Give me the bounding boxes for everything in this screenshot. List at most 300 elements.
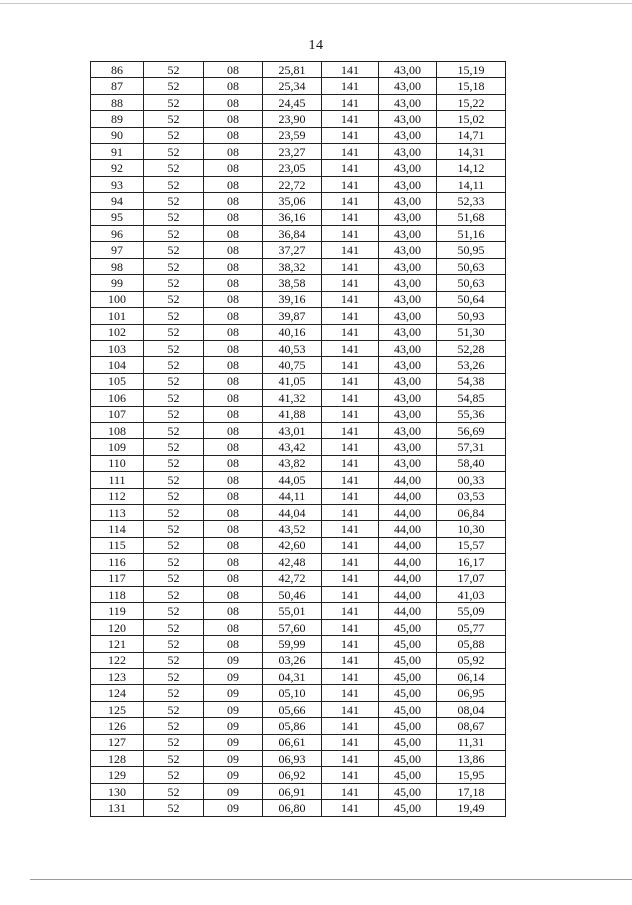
lat-degrees-cell: 52	[144, 242, 204, 258]
lat-degrees-cell: 52	[144, 373, 204, 389]
lat-degrees-cell: 52	[144, 767, 204, 783]
lat-seconds-cell: 25,34	[263, 78, 322, 94]
lon-minutes-cell: 43,00	[379, 111, 437, 127]
lon-degrees-cell: 141	[322, 422, 379, 438]
lat-minutes-cell: 08	[204, 340, 263, 356]
table-row	[91, 160, 506, 176]
lon-minutes-cell: 43,00	[379, 275, 437, 291]
lat-seconds-cell: 04,31	[263, 669, 322, 685]
table-row	[91, 603, 506, 619]
point-number-cell: 94	[91, 193, 144, 209]
lat-minutes-cell: 08	[204, 488, 263, 504]
lon-seconds-cell: 51,68	[437, 209, 506, 225]
page-number: 14	[308, 38, 324, 53]
lon-minutes-cell: 45,00	[379, 636, 437, 652]
lon-seconds-cell: 11,31	[437, 734, 506, 750]
lat-minutes-cell: 09	[204, 734, 263, 750]
lon-seconds-cell: 08,67	[437, 718, 506, 734]
lat-degrees-cell: 52	[144, 111, 204, 127]
lat-degrees-cell: 52	[144, 504, 204, 520]
point-number-cell: 117	[91, 570, 144, 586]
lon-minutes-cell: 43,00	[379, 193, 437, 209]
lat-degrees-cell: 52	[144, 619, 204, 635]
lat-degrees-cell: 52	[144, 455, 204, 471]
lon-seconds-cell: 15,57	[437, 537, 506, 553]
lat-degrees-cell: 52	[144, 554, 204, 570]
lat-seconds-cell: 43,82	[263, 455, 322, 471]
lat-minutes-cell: 08	[204, 390, 263, 406]
table-row	[91, 521, 506, 537]
lon-seconds-cell: 08,04	[437, 701, 506, 717]
lon-seconds-cell: 15,18	[437, 78, 506, 94]
lat-minutes-cell: 08	[204, 554, 263, 570]
point-number-cell: 113	[91, 504, 144, 520]
lat-seconds-cell: 06,92	[263, 767, 322, 783]
table-row	[91, 570, 506, 586]
lat-minutes-cell: 08	[204, 94, 263, 110]
lon-degrees-cell: 141	[322, 554, 379, 570]
lon-seconds-cell: 41,03	[437, 587, 506, 603]
table-row	[91, 718, 506, 734]
lat-minutes-cell: 08	[204, 504, 263, 520]
lon-minutes-cell: 44,00	[379, 554, 437, 570]
lat-seconds-cell: 44,04	[263, 504, 322, 520]
lat-minutes-cell: 08	[204, 193, 263, 209]
point-number-cell: 89	[91, 111, 144, 127]
lat-degrees-cell: 52	[144, 422, 204, 438]
lon-degrees-cell: 141	[322, 619, 379, 635]
point-number-cell: 108	[91, 422, 144, 438]
table-row	[91, 390, 506, 406]
lat-degrees-cell: 52	[144, 472, 204, 488]
scan-edge-top	[0, 3, 632, 4]
lon-degrees-cell: 141	[322, 406, 379, 422]
lon-degrees-cell: 141	[322, 94, 379, 110]
lat-seconds-cell: 43,01	[263, 422, 322, 438]
lat-minutes-cell: 09	[204, 767, 263, 783]
lat-seconds-cell: 39,16	[263, 291, 322, 307]
lat-seconds-cell: 41,88	[263, 406, 322, 422]
lon-minutes-cell: 43,00	[379, 127, 437, 143]
lon-seconds-cell: 14,31	[437, 144, 506, 160]
lon-degrees-cell: 141	[322, 308, 379, 324]
lat-seconds-cell: 41,32	[263, 390, 322, 406]
lon-minutes-cell: 43,00	[379, 176, 437, 192]
point-number-cell: 87	[91, 78, 144, 94]
lat-seconds-cell: 59,99	[263, 636, 322, 652]
lon-seconds-cell: 16,17	[437, 554, 506, 570]
lon-seconds-cell: 52,33	[437, 193, 506, 209]
lon-seconds-cell: 54,85	[437, 390, 506, 406]
lat-seconds-cell: 35,06	[263, 193, 322, 209]
lon-seconds-cell: 06,14	[437, 669, 506, 685]
lon-seconds-cell: 51,16	[437, 226, 506, 242]
lat-minutes-cell: 08	[204, 258, 263, 274]
lon-seconds-cell: 50,93	[437, 308, 506, 324]
point-number-cell: 131	[91, 800, 144, 816]
point-number-cell: 92	[91, 160, 144, 176]
lon-minutes-cell: 44,00	[379, 570, 437, 586]
lon-degrees-cell: 141	[322, 78, 379, 94]
table-row	[91, 587, 506, 603]
lon-minutes-cell: 44,00	[379, 472, 437, 488]
lon-seconds-cell: 13,86	[437, 751, 506, 767]
lat-degrees-cell: 52	[144, 406, 204, 422]
lon-seconds-cell: 51,30	[437, 324, 506, 340]
lat-degrees-cell: 52	[144, 636, 204, 652]
lat-degrees-cell: 52	[144, 669, 204, 685]
lon-minutes-cell: 43,00	[379, 160, 437, 176]
point-number-cell: 105	[91, 373, 144, 389]
point-number-cell: 127	[91, 734, 144, 750]
point-number-cell: 97	[91, 242, 144, 258]
lat-minutes-cell: 09	[204, 751, 263, 767]
lat-degrees-cell: 52	[144, 701, 204, 717]
lon-seconds-cell: 53,26	[437, 357, 506, 373]
table-row	[91, 783, 506, 799]
table-row	[91, 800, 506, 816]
lon-seconds-cell: 50,63	[437, 275, 506, 291]
lat-seconds-cell: 57,60	[263, 619, 322, 635]
lon-degrees-cell: 141	[322, 472, 379, 488]
table-row	[91, 226, 506, 242]
lon-minutes-cell: 43,00	[379, 291, 437, 307]
table-row	[91, 193, 506, 209]
lat-minutes-cell: 09	[204, 669, 263, 685]
lon-seconds-cell: 55,09	[437, 603, 506, 619]
point-number-cell: 122	[91, 652, 144, 668]
table-row	[91, 751, 506, 767]
lon-degrees-cell: 141	[322, 62, 379, 78]
lon-minutes-cell: 43,00	[379, 455, 437, 471]
lat-seconds-cell: 05,10	[263, 685, 322, 701]
lat-minutes-cell: 08	[204, 226, 263, 242]
lat-minutes-cell: 08	[204, 144, 263, 160]
point-number-cell: 120	[91, 619, 144, 635]
lon-minutes-cell: 43,00	[379, 406, 437, 422]
lon-minutes-cell: 43,00	[379, 373, 437, 389]
table-row	[91, 144, 506, 160]
table-row	[91, 62, 506, 78]
lat-minutes-cell: 08	[204, 406, 263, 422]
lon-degrees-cell: 141	[322, 242, 379, 258]
point-number-cell: 101	[91, 308, 144, 324]
lon-seconds-cell: 06,95	[437, 685, 506, 701]
lat-minutes-cell: 09	[204, 701, 263, 717]
lon-seconds-cell: 17,18	[437, 783, 506, 799]
lat-seconds-cell: 05,86	[263, 718, 322, 734]
lat-degrees-cell: 52	[144, 685, 204, 701]
lat-seconds-cell: 40,16	[263, 324, 322, 340]
lon-degrees-cell: 141	[322, 603, 379, 619]
table-row	[91, 455, 506, 471]
lon-degrees-cell: 141	[322, 291, 379, 307]
point-number-cell: 98	[91, 258, 144, 274]
point-number-cell: 125	[91, 701, 144, 717]
lat-seconds-cell: 38,32	[263, 258, 322, 274]
table-row	[91, 242, 506, 258]
point-number-cell: 124	[91, 685, 144, 701]
lon-degrees-cell: 141	[322, 209, 379, 225]
lat-minutes-cell: 08	[204, 439, 263, 455]
lon-degrees-cell: 141	[322, 783, 379, 799]
lat-minutes-cell: 09	[204, 783, 263, 799]
lat-minutes-cell: 08	[204, 373, 263, 389]
lon-degrees-cell: 141	[322, 718, 379, 734]
lat-minutes-cell: 08	[204, 275, 263, 291]
lon-seconds-cell: 52,28	[437, 340, 506, 356]
table-row	[91, 636, 506, 652]
lat-minutes-cell: 08	[204, 422, 263, 438]
lon-degrees-cell: 141	[322, 734, 379, 750]
point-number-cell: 86	[91, 62, 144, 78]
table-row	[91, 373, 506, 389]
coordinates-table-body	[91, 62, 506, 817]
point-number-cell: 126	[91, 718, 144, 734]
point-number-cell: 116	[91, 554, 144, 570]
lat-minutes-cell: 09	[204, 685, 263, 701]
lon-minutes-cell: 45,00	[379, 734, 437, 750]
lon-degrees-cell: 141	[322, 800, 379, 816]
lon-degrees-cell: 141	[322, 439, 379, 455]
lon-minutes-cell: 43,00	[379, 62, 437, 78]
coordinates-table	[90, 61, 506, 817]
point-number-cell: 118	[91, 587, 144, 603]
lon-seconds-cell: 03,53	[437, 488, 506, 504]
table-row	[91, 701, 506, 717]
lat-minutes-cell: 08	[204, 357, 263, 373]
lat-degrees-cell: 52	[144, 652, 204, 668]
lat-seconds-cell: 05,66	[263, 701, 322, 717]
lon-degrees-cell: 141	[322, 226, 379, 242]
lat-degrees-cell: 52	[144, 226, 204, 242]
lat-degrees-cell: 52	[144, 308, 204, 324]
lon-degrees-cell: 141	[322, 390, 379, 406]
point-number-cell: 123	[91, 669, 144, 685]
lat-minutes-cell: 08	[204, 78, 263, 94]
table-row	[91, 669, 506, 685]
lon-seconds-cell: 55,36	[437, 406, 506, 422]
lon-minutes-cell: 45,00	[379, 652, 437, 668]
lon-degrees-cell: 141	[322, 193, 379, 209]
lon-degrees-cell: 141	[322, 111, 379, 127]
lon-minutes-cell: 44,00	[379, 603, 437, 619]
lon-degrees-cell: 141	[322, 455, 379, 471]
lat-minutes-cell: 08	[204, 111, 263, 127]
lon-minutes-cell: 43,00	[379, 144, 437, 160]
lat-seconds-cell: 06,61	[263, 734, 322, 750]
point-number-cell: 112	[91, 488, 144, 504]
point-number-cell: 109	[91, 439, 144, 455]
lon-minutes-cell: 44,00	[379, 521, 437, 537]
lat-degrees-cell: 52	[144, 390, 204, 406]
point-number-cell: 129	[91, 767, 144, 783]
lon-minutes-cell: 43,00	[379, 439, 437, 455]
lat-degrees-cell: 52	[144, 783, 204, 799]
table-row	[91, 308, 506, 324]
lat-seconds-cell: 24,45	[263, 94, 322, 110]
table-row	[91, 619, 506, 635]
lat-seconds-cell: 50,46	[263, 587, 322, 603]
table-row	[91, 439, 506, 455]
lon-degrees-cell: 141	[322, 176, 379, 192]
lat-degrees-cell: 52	[144, 62, 204, 78]
lon-degrees-cell: 141	[322, 144, 379, 160]
lat-degrees-cell: 52	[144, 603, 204, 619]
lat-degrees-cell: 52	[144, 521, 204, 537]
point-number-cell: 103	[91, 340, 144, 356]
lon-minutes-cell: 45,00	[379, 718, 437, 734]
point-number-cell: 90	[91, 127, 144, 143]
lat-seconds-cell: 42,48	[263, 554, 322, 570]
lon-seconds-cell: 58,40	[437, 455, 506, 471]
lat-seconds-cell: 23,59	[263, 127, 322, 143]
lon-seconds-cell: 06,84	[437, 504, 506, 520]
lon-degrees-cell: 141	[322, 685, 379, 701]
lon-seconds-cell: 15,19	[437, 62, 506, 78]
lat-seconds-cell: 23,05	[263, 160, 322, 176]
table-row	[91, 176, 506, 192]
point-number-cell: 99	[91, 275, 144, 291]
lon-minutes-cell: 44,00	[379, 537, 437, 553]
lat-seconds-cell: 39,87	[263, 308, 322, 324]
lat-minutes-cell: 08	[204, 619, 263, 635]
lat-seconds-cell: 36,16	[263, 209, 322, 225]
table-row	[91, 78, 506, 94]
point-number-cell: 121	[91, 636, 144, 652]
point-number-cell: 91	[91, 144, 144, 160]
lat-degrees-cell: 52	[144, 718, 204, 734]
lon-minutes-cell: 43,00	[379, 242, 437, 258]
scan-edge-bottom	[30, 879, 632, 880]
lat-minutes-cell: 09	[204, 800, 263, 816]
lon-minutes-cell: 44,00	[379, 587, 437, 603]
table-row	[91, 111, 506, 127]
lat-minutes-cell: 08	[204, 324, 263, 340]
lat-minutes-cell: 08	[204, 242, 263, 258]
lon-degrees-cell: 141	[322, 373, 379, 389]
lat-minutes-cell: 08	[204, 537, 263, 553]
lat-seconds-cell: 03,26	[263, 652, 322, 668]
lon-minutes-cell: 45,00	[379, 767, 437, 783]
lon-degrees-cell: 141	[322, 127, 379, 143]
point-number-cell: 130	[91, 783, 144, 799]
table-row	[91, 357, 506, 373]
lat-seconds-cell: 43,52	[263, 521, 322, 537]
point-number-cell: 88	[91, 94, 144, 110]
lon-minutes-cell: 45,00	[379, 685, 437, 701]
lon-degrees-cell: 141	[322, 652, 379, 668]
lat-minutes-cell: 08	[204, 209, 263, 225]
lon-minutes-cell: 43,00	[379, 422, 437, 438]
point-number-cell: 128	[91, 751, 144, 767]
point-number-cell: 119	[91, 603, 144, 619]
lat-degrees-cell: 52	[144, 340, 204, 356]
lon-degrees-cell: 141	[322, 537, 379, 553]
lat-degrees-cell: 52	[144, 176, 204, 192]
lon-minutes-cell: 43,00	[379, 340, 437, 356]
lon-minutes-cell: 43,00	[379, 324, 437, 340]
lat-minutes-cell: 08	[204, 570, 263, 586]
lon-degrees-cell: 141	[322, 160, 379, 176]
lat-seconds-cell: 06,91	[263, 783, 322, 799]
lat-degrees-cell: 52	[144, 324, 204, 340]
lat-seconds-cell: 23,90	[263, 111, 322, 127]
lat-degrees-cell: 52	[144, 439, 204, 455]
table-row	[91, 127, 506, 143]
lon-seconds-cell: 05,92	[437, 652, 506, 668]
table-row	[91, 685, 506, 701]
lat-seconds-cell: 42,72	[263, 570, 322, 586]
lon-seconds-cell: 50,95	[437, 242, 506, 258]
lat-seconds-cell: 25,81	[263, 62, 322, 78]
lon-minutes-cell: 45,00	[379, 751, 437, 767]
point-number-cell: 96	[91, 226, 144, 242]
lon-degrees-cell: 141	[322, 701, 379, 717]
lat-seconds-cell: 44,11	[263, 488, 322, 504]
point-number-cell: 95	[91, 209, 144, 225]
lat-degrees-cell: 52	[144, 537, 204, 553]
lon-degrees-cell: 141	[322, 587, 379, 603]
lon-seconds-cell: 15,95	[437, 767, 506, 783]
lat-degrees-cell: 52	[144, 160, 204, 176]
lon-degrees-cell: 141	[322, 324, 379, 340]
lon-minutes-cell: 43,00	[379, 308, 437, 324]
lon-minutes-cell: 45,00	[379, 783, 437, 799]
lon-seconds-cell: 14,12	[437, 160, 506, 176]
table-row	[91, 488, 506, 504]
lon-minutes-cell: 44,00	[379, 504, 437, 520]
table-row	[91, 734, 506, 750]
lon-seconds-cell: 00,33	[437, 472, 506, 488]
lon-minutes-cell: 43,00	[379, 226, 437, 242]
lon-minutes-cell: 43,00	[379, 357, 437, 373]
lat-seconds-cell: 40,53	[263, 340, 322, 356]
table-row	[91, 554, 506, 570]
lat-minutes-cell: 08	[204, 521, 263, 537]
lat-minutes-cell: 09	[204, 652, 263, 668]
lat-degrees-cell: 52	[144, 488, 204, 504]
lon-degrees-cell: 141	[322, 636, 379, 652]
lat-degrees-cell: 52	[144, 734, 204, 750]
lon-seconds-cell: 15,02	[437, 111, 506, 127]
point-number-cell: 107	[91, 406, 144, 422]
point-number-cell: 110	[91, 455, 144, 471]
lat-degrees-cell: 52	[144, 291, 204, 307]
table-row	[91, 258, 506, 274]
lon-seconds-cell: 15,22	[437, 94, 506, 110]
lat-minutes-cell: 08	[204, 472, 263, 488]
lat-degrees-cell: 52	[144, 144, 204, 160]
table-row	[91, 504, 506, 520]
point-number-cell: 93	[91, 176, 144, 192]
lon-seconds-cell: 19,49	[437, 800, 506, 816]
lat-degrees-cell: 52	[144, 94, 204, 110]
lat-seconds-cell: 41,05	[263, 373, 322, 389]
lat-minutes-cell: 08	[204, 176, 263, 192]
lon-minutes-cell: 44,00	[379, 488, 437, 504]
lat-degrees-cell: 52	[144, 78, 204, 94]
point-number-cell: 102	[91, 324, 144, 340]
lon-degrees-cell: 141	[322, 258, 379, 274]
lat-minutes-cell: 08	[204, 636, 263, 652]
lat-degrees-cell: 52	[144, 800, 204, 816]
lon-seconds-cell: 54,38	[437, 373, 506, 389]
lon-seconds-cell: 57,31	[437, 439, 506, 455]
lat-seconds-cell: 43,42	[263, 439, 322, 455]
lon-minutes-cell: 45,00	[379, 701, 437, 717]
lon-degrees-cell: 141	[322, 570, 379, 586]
